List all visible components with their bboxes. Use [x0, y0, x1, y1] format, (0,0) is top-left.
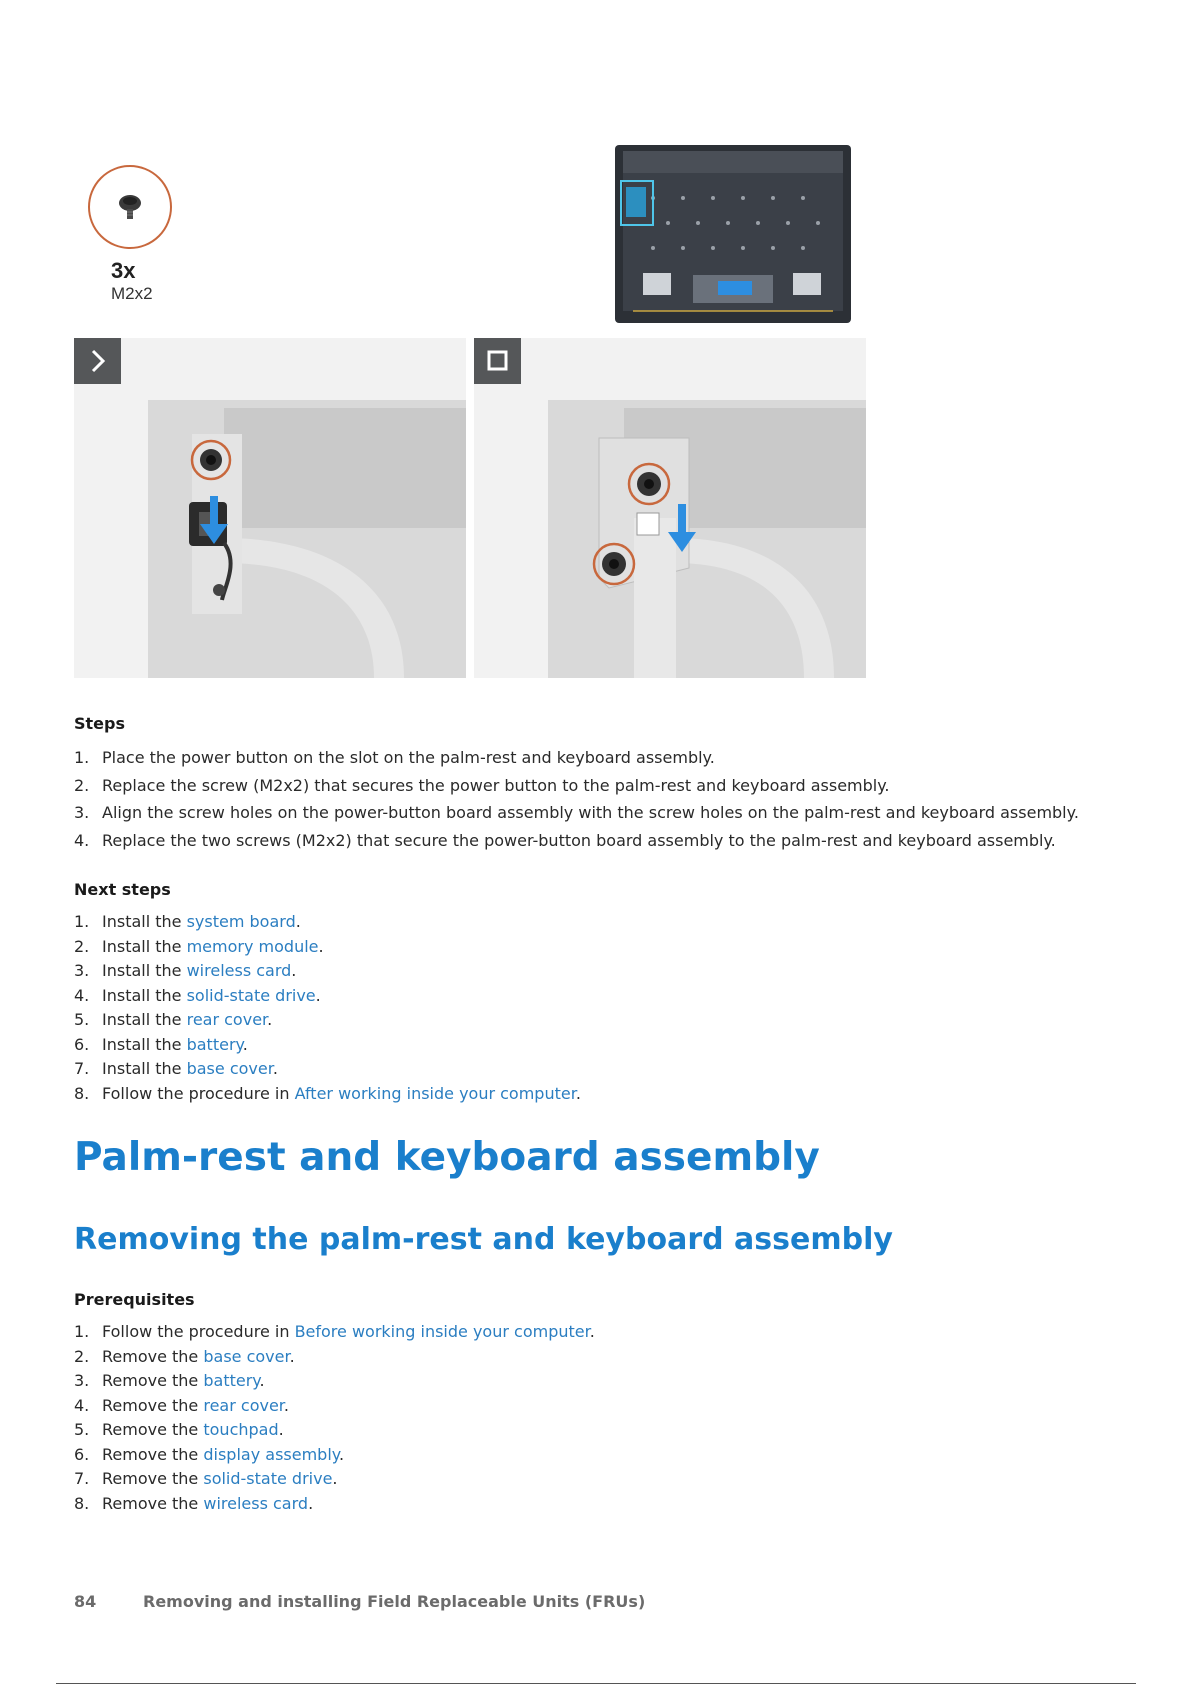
- list-item: 2. Replace the screw (M2x2) that secures the power button to the palm-rest and keyboard assembly.: [74, 775, 890, 795]
- list-item: 4. Replace the two screws (M2x2) that secure the power-button board assembly to the palm-rest and keyboard assembly.: [74, 830, 1056, 850]
- prerequisites-list: [74, 1320, 595, 1516]
- link-memory-module[interactable]: memory module: [186, 936, 319, 956]
- link-system-board[interactable]: system board: [186, 912, 296, 931]
- link-before-working-inside[interactable]: Before working inside your computer: [294, 1322, 590, 1341]
- step-illustration-left: [74, 338, 466, 678]
- list-item: 8. Remove the wireless card.: [74, 1493, 314, 1513]
- power-button-install-drawing: [74, 338, 466, 678]
- subsection-title: Removing the palm-rest and keyboard assembly: [74, 1222, 893, 1257]
- list-item: 1. Place the power button on the slot on the palm-rest and keyboard assembly.: [74, 748, 715, 767]
- steps-list: [74, 744, 1079, 854]
- list-item: 3. Align the screw holes on the power-button board assembly with the screw holes on the palm-rest and keyboard assembly.: [74, 803, 1079, 823]
- list-item: 3. Remove the battery.: [74, 1371, 265, 1390]
- list-item: 6. Remove the display assembly.: [74, 1444, 345, 1464]
- list-item: 5. Install the rear cover.: [74, 1010, 273, 1029]
- list-item: 1. Install the system board.: [74, 912, 301, 931]
- link-base-cover[interactable]: base cover: [186, 1059, 273, 1078]
- link-battery[interactable]: battery: [203, 1371, 260, 1390]
- section-title: Palm-rest and keyboard assembly: [74, 1135, 820, 1180]
- chapter-title: Removing and installing Field Replaceable Units (FRUs): [143, 1592, 646, 1611]
- step-illustration-right: [474, 338, 866, 678]
- list-item: 5. Remove the touchpad.: [74, 1420, 284, 1439]
- list-item: 7. Install the base cover.: [74, 1059, 278, 1078]
- screw-count: 3x: [111, 258, 136, 283]
- link-solid-state-drive[interactable]: solid-state drive: [203, 1469, 333, 1488]
- list-item: 4. Install the solid-state drive.: [74, 985, 321, 1005]
- link-wireless-card[interactable]: wireless card: [186, 961, 292, 980]
- next-steps-heading: Next steps: [74, 880, 171, 899]
- link-base-cover[interactable]: base cover: [203, 1346, 290, 1366]
- list-item: 3. Install the wireless card.: [74, 961, 297, 980]
- screw-badge: [88, 165, 172, 249]
- next-steps-list: [74, 910, 581, 1106]
- list-item: 4. Remove the rear cover.: [74, 1395, 289, 1415]
- list-item: 1. Follow the procedure in Before working inside your computer.: [74, 1322, 595, 1341]
- link-solid-state-drive[interactable]: solid-state drive: [186, 985, 316, 1005]
- list-item: 7. Remove the solid-state drive.: [74, 1469, 338, 1488]
- list-item: 2. Install the memory module.: [74, 936, 324, 956]
- prerequisites-heading: Prerequisites: [74, 1290, 195, 1309]
- link-touchpad[interactable]: touchpad: [203, 1420, 279, 1439]
- palm-rest-overview-image: [613, 143, 853, 325]
- steps-heading: Steps: [74, 714, 125, 733]
- list-item: 2. Remove the base cover.: [74, 1346, 295, 1366]
- link-battery[interactable]: battery: [186, 1034, 243, 1054]
- power-button-board-install-drawing: [474, 338, 866, 678]
- list-item: 6. Install the battery.: [74, 1034, 248, 1054]
- link-display-assembly[interactable]: display assembly: [203, 1444, 339, 1464]
- screw-size: M2x2: [111, 284, 153, 303]
- link-rear-cover[interactable]: rear cover: [203, 1395, 284, 1415]
- link-after-working-inside[interactable]: After working inside your computer: [294, 1083, 576, 1103]
- link-rear-cover[interactable]: rear cover: [186, 1010, 268, 1029]
- list-item: 8. Follow the procedure in After working inside your computer.: [74, 1083, 581, 1103]
- link-wireless-card[interactable]: wireless card: [203, 1493, 309, 1513]
- page-number: 84: [74, 1592, 97, 1611]
- screw-icon: [90, 167, 170, 247]
